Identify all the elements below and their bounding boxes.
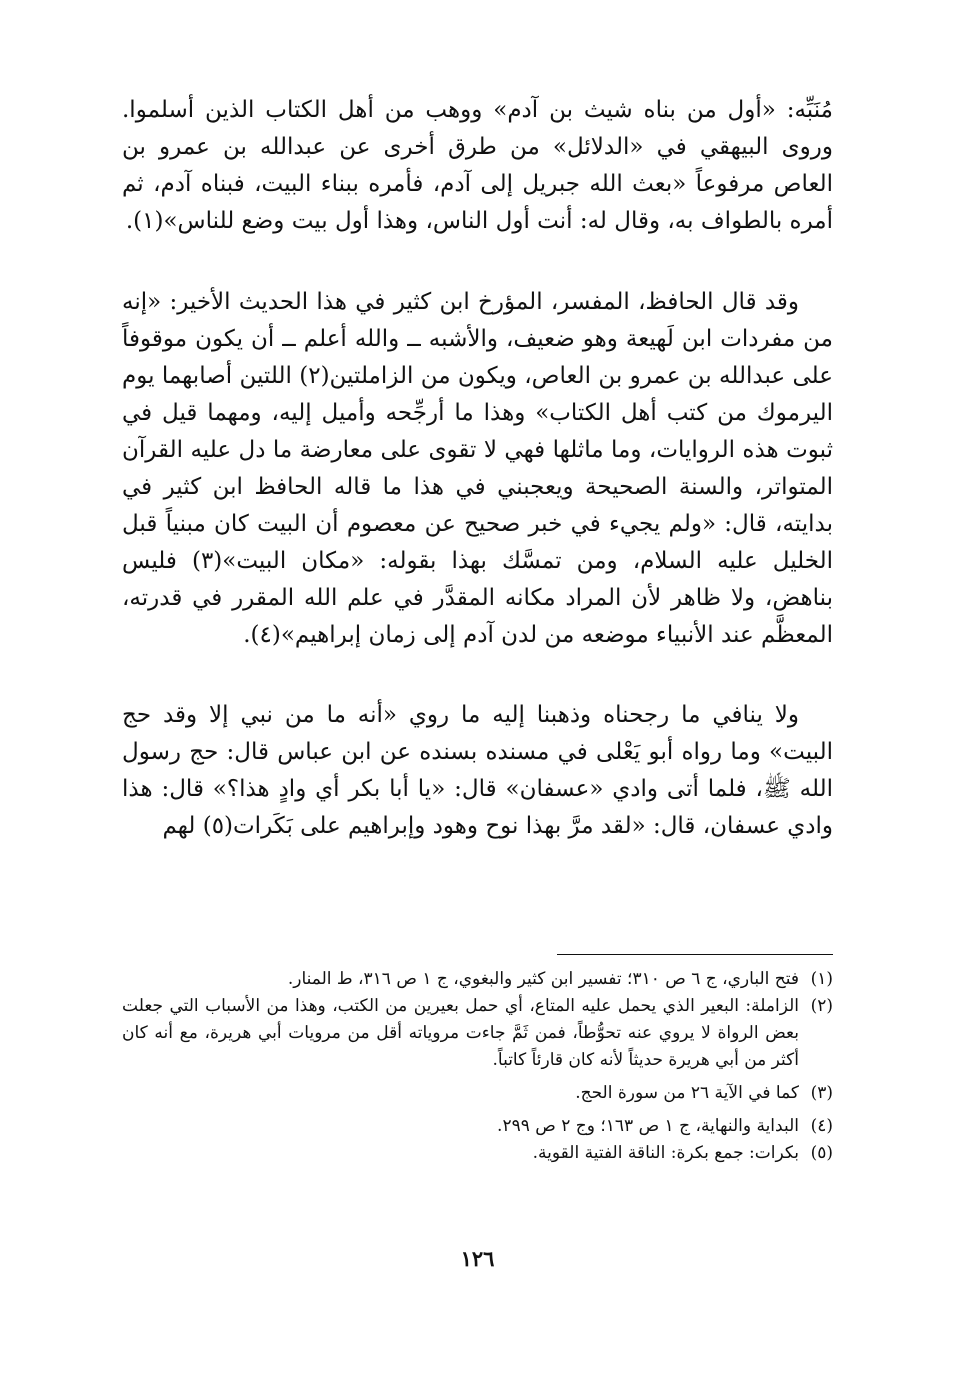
footnotes: [122, 966, 833, 1167]
footnote-5: [122, 1140, 833, 1167]
footnote-separator: [557, 954, 833, 955]
paragraph-3: ولا ينافي ما رجحناه وذهبنا إليه ما روي «أنه ما من نبي إلا وقد حج البيت» وما رواه أبو يَعْلى في مسنده بسنده عن ابن عباس قال: حج رسول الله ﷺ، فلما أتى وادي «عسفان» قال: «يا أبا بكر أي وادٍ هذا؟» قال: هذا وادي عسفان، قال: «لقد مرَّ بهذا نوح وهود وإبراهيم على بَكَرات(٥) لهم: [122, 702, 833, 839]
footnote-text: البداية والنهاية، ج ١ ص ١٦٣؛ وج ٢ ص ٢٩٩.: [497, 1116, 799, 1136]
footnote-text: كما في الآية ٢٦ من سورة الحج.: [575, 1083, 799, 1103]
footnote-text: الزاملة: البعير الذي يحمل عليه المتاع، أي حمل بعيرين من الكتب، وهذا من الأسباب التي جعلت بعض الرواة لا يروي عنه تحوُّطاً، فمن ثَمَّ جاءت مروياته أقل من مرويات أبي هريرة، مع أنه كان أكثر من أبي هريرة حديثاً لأنه كان قارئاً كاتباً.: [122, 996, 799, 1070]
footnote-1: [122, 966, 833, 993]
footnote-number: (٥): [810, 1143, 833, 1163]
footnote-number: (٣): [810, 1083, 833, 1103]
footnote-4: [122, 1113, 833, 1140]
footnote-number: (٤): [810, 1116, 833, 1136]
footnote-2: [122, 993, 833, 1074]
paragraph-gap: [122, 654, 833, 697]
footnote-text: فتح الباري، ج ٦ ص ٣١٠؛ تفسير ابن كثير والبغوي، ج ١ ص ٣١٦، ط المنار.: [287, 969, 799, 989]
footnote-number: (٢): [810, 996, 833, 1016]
main-text: [122, 92, 833, 845]
footnote-text: بكرات: جمع بكرة: الناقة الفتية القوية.: [532, 1143, 799, 1163]
footnote-number: (١): [810, 969, 833, 989]
paragraph-gap: [122, 240, 833, 284]
paragraph-1: مُنَبِّه: «أول من بناه شيث بن آدم» ووهب من أهل الكتاب الذين أسلموا. وروى البيهقي في «الدلائل» من طرق أخرى عن عبدالله بن عمرو بن العاص مرفوعاً «بعث الله جبريل إلى آدم، فأمره ببناء البيت، فبناه آدم، ثم أمره بالطواف به، وقال له: أنت أول الناس، وهذا أول بيت وضع للناس»(١).: [122, 97, 833, 234]
paragraph-2: وقد قال الحافظ، المفسر، المؤرخ ابن كثير في هذا الحديث الأخير: «إنه من مفردات ابن لَهيعة وهو ضعيف، والأشبه ــ والله أعلم ــ أن يكون موقوفاً على عبدالله بن عمرو بن العاص، ويكون من الزاملتين(٢) اللتين أصابهما يوم اليرموك من كتب أهل الكتاب» وهذا ما أرجِّحه وأميل إليه، ومهما قيل في ثبوت هذه الروايات، وما ماثلها فهي لا تقوى على معارضة ما دل عليه القرآن المتواتر، والسنة الصحيحة ويعجبني في هذا ما قاله الحافظ ابن كثير في بدايته، قال: «ولم يجيء في خبر صحيح عن معصوم أن البيت كان مبنياً قبل الخليل عليه السلام، ومن تمسَّك بهذا بقوله: «مكان البيت»(٣) فليس بناهض، ولا ظاهر لأن المراد مكانه المقدَّر في علم الله المقرر في قدرته، المعظَّم عند الأنبياء موضعه من لدن آدم إلى زمان إبراهيم»(٤).: [122, 289, 834, 648]
page-number: ١٢٦: [460, 1246, 495, 1271]
footnote-3: [122, 1080, 833, 1107]
